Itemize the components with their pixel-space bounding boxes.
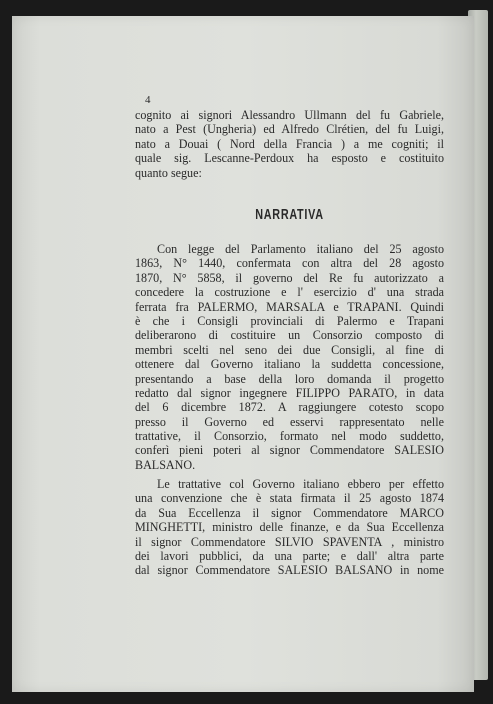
- paragraph-line: Le trattative col Governo italiano ebbero per effetto: [157, 477, 444, 491]
- paragraph-2: [135, 477, 444, 578]
- paragraph-line: da Sua Eccellenza il signor Commendatore MARCO: [135, 505, 444, 520]
- paragraph-line: Con legge del Parlamento italiano del 25 agosto: [157, 242, 444, 256]
- document-page: [12, 16, 474, 692]
- paragraph-line: ottenere dal Governo italiano la suddetta concessione,: [135, 357, 444, 372]
- intro-line: cognito ai signori Alessandro Ullmann del fu Gabriele,: [135, 108, 444, 122]
- page-number: 4: [145, 94, 151, 106]
- paragraph-line: dal signor Commendatore SALESIO BALSANO in nome: [135, 563, 444, 578]
- paragraph-line: dei lavori pubblici, da una parte; e dall' altra parte: [135, 548, 444, 563]
- paragraph-line: deliberarono di costituire un Consorzio composto di: [135, 328, 444, 343]
- paragraph-line: conferì pieni poteri al signor Commendatore SALESIO: [135, 443, 444, 458]
- intro-line: nato a Douai ( Nord della Francia ) a me cogniti; il: [135, 136, 444, 151]
- paragraph-line: presentando a base della loro domanda il progetto: [135, 371, 444, 386]
- paragraph-line: è che i Consigli provinciali di Palermo e Trapani: [135, 313, 444, 328]
- intro-line: nato a Pest (Ungheria) ed Alfredo Clrétien, del fu Luigi,: [135, 122, 444, 137]
- intro-line: quanto segue:: [135, 165, 202, 180]
- paragraph-line: il signor Commendatore SILVIO SPAVENTA , ministro: [135, 534, 444, 549]
- intro-paragraph: [135, 108, 444, 180]
- paragraph-line: presso il Governo ed esservi rappresentato nelle: [135, 414, 444, 429]
- paragraph-line: del 6 dicembre 1872. A raggiungere cotesto scopo: [135, 400, 444, 415]
- intro-line: quale sig. Lescanne-Perdoux ha esposto e costituito: [135, 151, 444, 166]
- paragraph-line: MINGHETTI, ministro delle finanze, e da Sua Eccellenza: [135, 520, 444, 535]
- paragraph-line: redatto dal signor ingegnere FILIPPO PARATO, in data: [135, 385, 444, 400]
- paragraph-line: ferrata fra PALERMO, MARSALA e TRAPANI. Quindi: [135, 299, 444, 314]
- paragraph-line: 1863, N° 1440, confermata con altra del 28 agosto: [135, 256, 444, 271]
- paragraph-line: membri scelti nel seno dei due Consigli, al fine di: [135, 342, 444, 357]
- paragraph-line: BALSANO.: [135, 457, 196, 472]
- paragraph-line: trattative, il Consorzio, formato nel modo suddetto,: [135, 429, 444, 444]
- paragraph-1: [135, 242, 444, 472]
- paragraph-line: 1870, N° 5858, il governo del Re fu autorizzato a: [135, 270, 444, 285]
- section-heading: NARRATIVA: [255, 206, 324, 223]
- paragraph-line: concedere la costruzione e l' esercizio d' una strada: [135, 285, 444, 300]
- paragraph-line: una convenzione che è stata firmata il 25 agosto 1874: [135, 491, 444, 506]
